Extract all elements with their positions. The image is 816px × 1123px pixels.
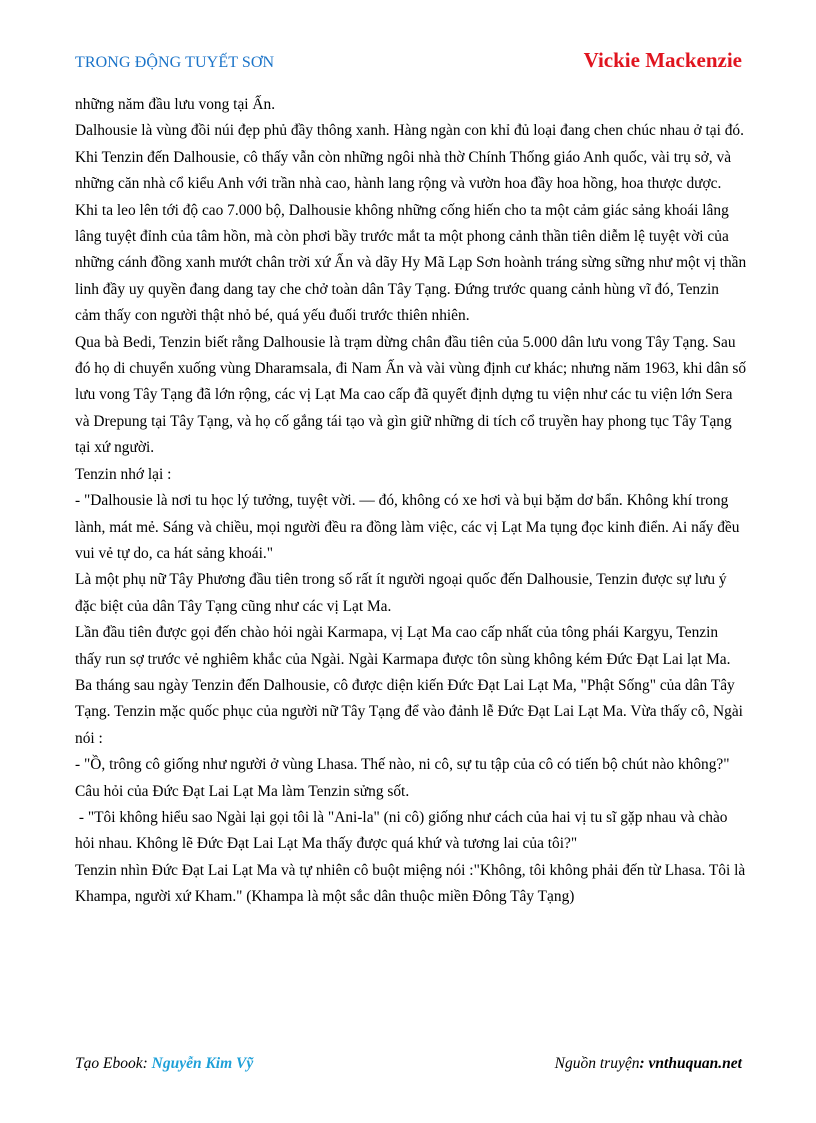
paragraph: Là một phụ nữ Tây Phương đầu tiên trong số rất ít người ngoại quốc đến Dalhousie, Tenzin được sự lưu ý đặc biệt của dân Tây Tạng cũng như các vị Lạt Ma. (75, 571, 727, 615)
paragraph: Ba tháng sau ngày Tenzin đến Dalhousie, cô được diện kiến Đức Đạt Lai Lạt Ma, "Phật Sống" của dân Tây Tạng. Tenzin mặc quốc phục của người nữ Tây Tạng để vào đảnh lễ Đức Đạt Lai Lạt Ma. Vừa thấy cô, Ngài nói : (75, 676, 743, 747)
paragraph: Lần đầu tiên được gọi đến chào hỏi ngài Karmapa, vị Lạt Ma cao cấp nhất của tông phái Kargyu, Tenzin thấy run sợ trước vẻ nghiêm khắc của Ngài. Ngài Karmapa được tôn sùng không kém Đức Đạt Lai lạt Ma. (75, 624, 731, 668)
ebook-credit (75, 1055, 253, 1073)
paragraph: Câu hỏi của Đức Đạt Lai Lạt Ma làm Tenzin sửng sốt. (75, 782, 410, 800)
source-colon: : (639, 1055, 645, 1072)
paragraph: - "Dalhousie là nơi tu học lý tưởng, tuyệt vời. — đó, không có xe hơi và bụi bặm dơ bẩn. Không khí trong lành, mát mẻ. Sáng và chiều, mọi người đều ra đồng làm việc, các vị Lạt Ma tụng đọc kinh điển. Ai nấy đều vui vẻ tự do, ca hát sảng khoái." (75, 492, 740, 562)
paragraph: - "Tôi không hiểu sao Ngài lại gọi tôi là "Ani-la" (ni cô) giống như cách của hai vị tu sĩ gặp nhau và chào hỏi nhau. Không lẽ Đức Đạt Lai Lạt Ma thấy được quá khứ và tương lai của tôi?" (75, 808, 732, 853)
paragraph: Dalhousie là vùng đồi núi đẹp phủ đầy thông xanh. Hàng ngàn con khỉ đủ loại đang chen chúc nhau ở tại đó. Khi Tenzin đến Dalhousie, cô thấy vẫn còn những ngôi nhà thờ Chính Thống giáo Anh quốc, vài trụ sở, và những căn nhà cổ kiểu Anh với trần nhà cao, hành lang rộng và vườn hoa đầy hoa hồng, hoa thược dược. Khi ta leo lên tới độ cao 7.000 bộ, Dalhousie không những cống hiến cho ta một cảm giác sảng khoái lâng lâng tuyệt đỉnh của tâm hồn, mà còn phơi bầy trước mắt ta một phong cảnh thần tiên diễm lệ tuyệt vời của những cánh đồng xanh mướt chân trời xứ Ấn và dãy Hy Mã Lạp Sơn hoành tráng sừng sững như một vị thần linh đầy uy quyền đang dang tay che chở toàn dân Tây Tạng. Đứng trước quang cảnh hùng vĩ đó, Tenzin cảm thấy con người thật nhỏ bé, quá yếu đuối trước thiên nhiên. (75, 122, 747, 325)
page-footer (75, 1055, 742, 1079)
paragraph: Tenzin nhớ lại : (75, 465, 172, 483)
book-title: TRONG ĐỘNG TUYẾT SƠN (75, 54, 275, 71)
paragraph: Tenzin nhìn Đức Đạt Lai Lạt Ma và tự nhiên cô buột miệng nói :"Không, tôi không phải đến từ Lhasa. Tôi là Khampa, người xứ Kham." (Khampa là một sắc dân thuộc miền Đông Tây Tạng) (75, 861, 746, 906)
book-author: Vickie Mackenzie (583, 48, 742, 72)
page-header (75, 48, 742, 78)
page-body (75, 92, 747, 911)
source-credit (555, 1055, 742, 1073)
paragraph: - "Ồ, trông cô giống như người ở vùng Lhasa. Thế nào, ni cô, sự tu tập của cô có tiến bộ chút nào không?" (75, 756, 730, 774)
ebook-colon: : (142, 1055, 148, 1072)
ebook-author: Nguyễn Kim Vỹ (151, 1055, 254, 1072)
source-site: vnthuquan.net (648, 1055, 742, 1072)
ebook-label: Tạo Ebook (75, 1055, 143, 1072)
paragraph: Qua bà Bedi, Tenzin biết rằng Dalhousie là trạm dừng chân đầu tiên của 5.000 dân lưu vong Tây Tạng. Sau đó họ di chuyển xuống vùng Dharamsala, đi Nam Ấn và vài vùng định cư khác; nhưng năm 1963, khi dân số lưu vong Tây Tạng đã lớn rộng, các vị Lạt Ma cao cấp đã quyết định dựng tu viện như các tu viện lớn Sera và Drepung tại Tây Tạng, và họ cố gắng tái tạo và gìn giữ những di tích cổ truyền hay phong tục Tây Tạng tại xứ người. (75, 333, 747, 457)
paragraph: những năm đầu lưu vong tại Ấn. (75, 96, 276, 113)
source-label: Nguồn truyện (554, 1055, 640, 1072)
